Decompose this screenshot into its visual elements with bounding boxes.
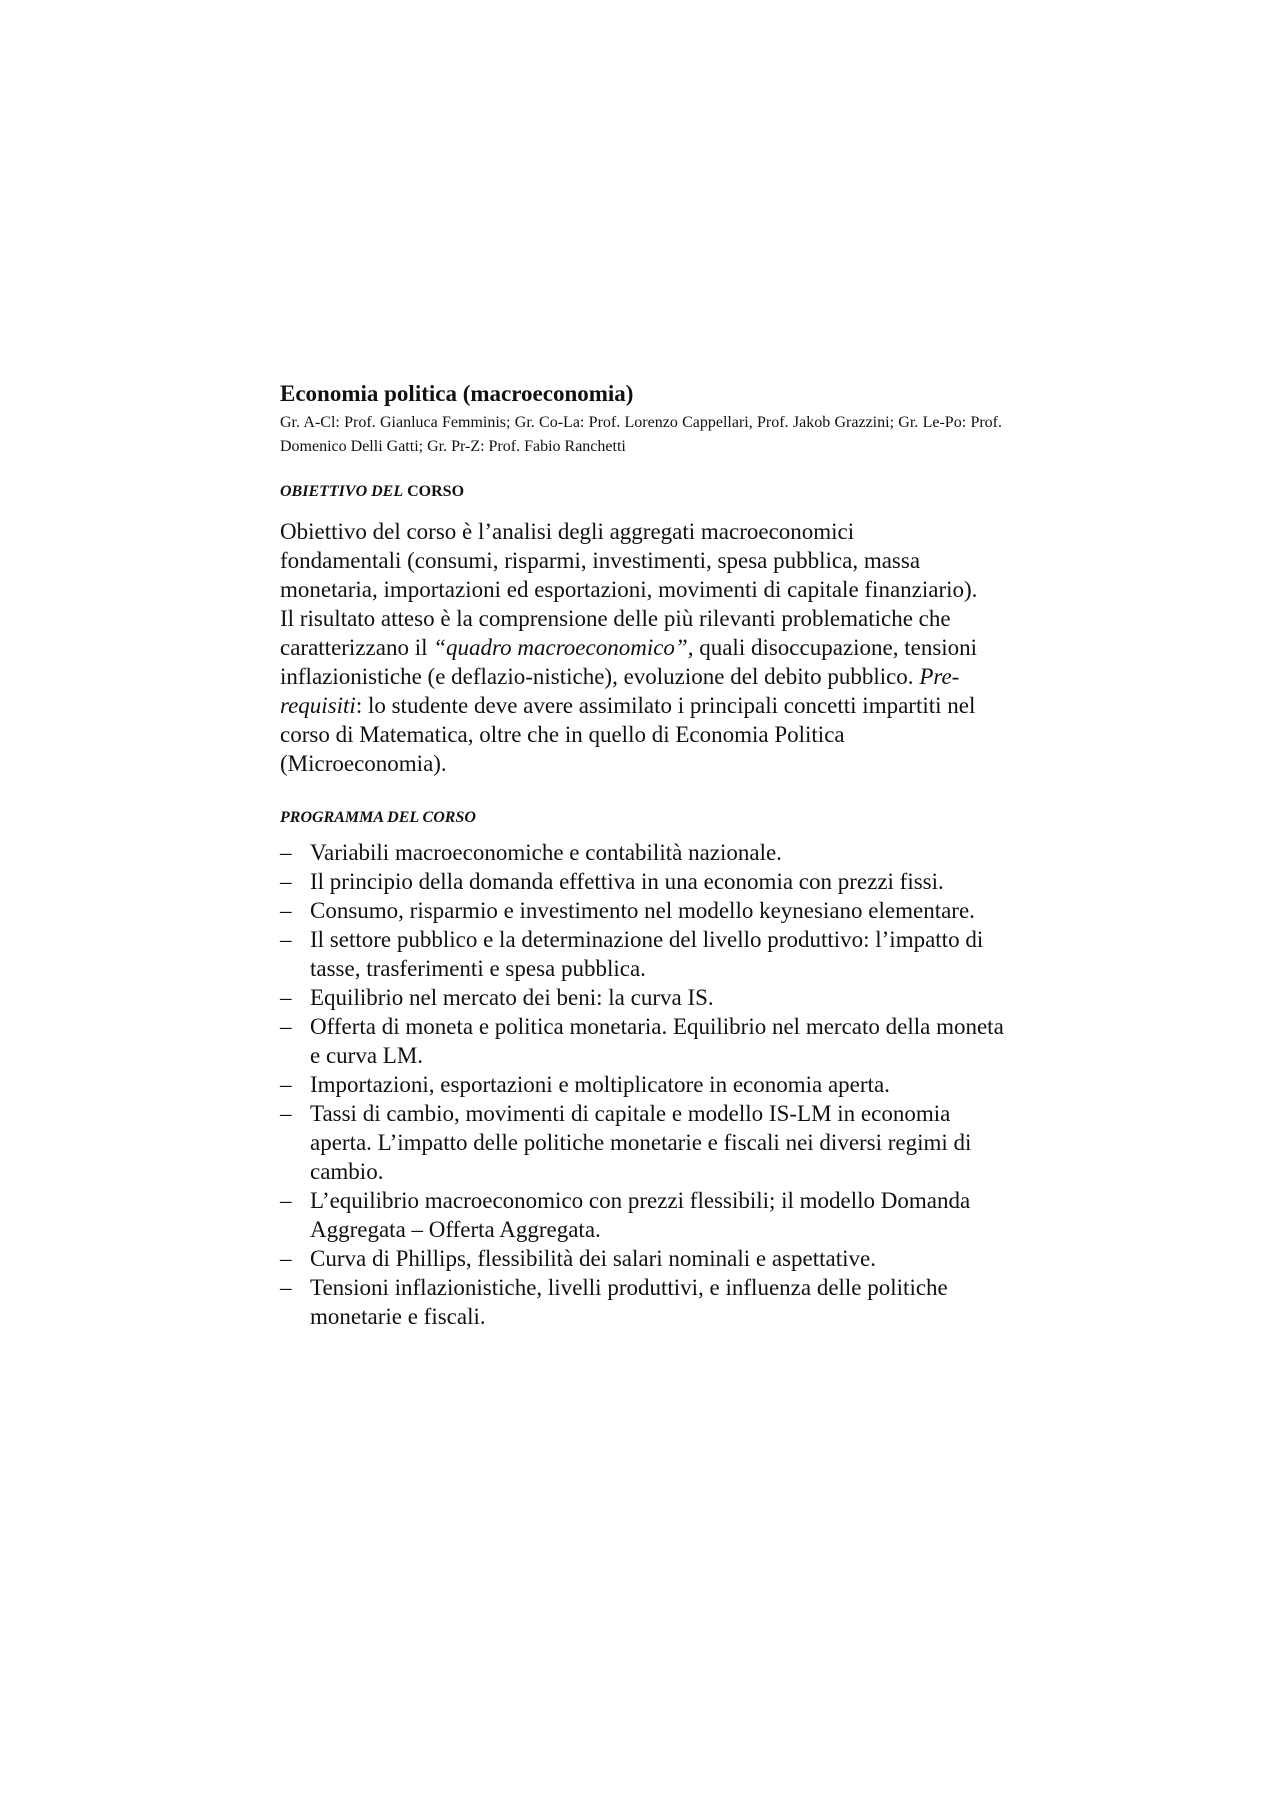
program-heading — [280, 806, 1002, 830]
list-item: – Curva di Phillips, flessibilità dei salari nominali e aspettative. — [280, 1244, 1010, 1273]
objective-text-part2: quali disoccupazione, tensioni inflazionistiche (e deflazio-nistiche), evoluzione del debito pubblico. — [280, 635, 978, 689]
program-list — [280, 838, 1010, 1331]
list-item: – Il principio della domanda effettiva in una economia con prezzi fissi. — [280, 867, 1010, 896]
objective-text-part3: : lo studente deve avere assimilato i principali concetti impartiti nel corso di Matematica, oltre che in quello di Economia Politica (Microeconomia). — [280, 693, 976, 776]
list-item: – Consumo, risparmio e investimento nel modello keynesiano elementare. — [280, 896, 1010, 925]
objective-text-italic1: “quadro macroeconomico”, — [433, 635, 694, 660]
list-item: – Il settore pubblico e la determinazione del livello produttivo: l’impatto di tasse, trasferimenti e spesa pubblica. — [280, 925, 1010, 983]
list-item: – Variabili macroeconomiche e contabilità nazionale. — [280, 838, 1010, 867]
list-item: – L’equilibrio macroeconomico con prezzi flessibili; il modello Domanda Aggregata – Offerta Aggregata. — [280, 1186, 1010, 1244]
list-item: – Offerta di moneta e politica monetaria. Equilibrio nel mercato della moneta e curva LM. — [280, 1012, 1010, 1070]
program-heading-text: PROGRAMMA DEL CORSO — [280, 809, 476, 826]
objective-heading-italic: OBIETTIVO DEL — [280, 483, 404, 500]
list-item: – Equilibrio nel mercato dei beni: la curva IS. — [280, 983, 1010, 1012]
objective-text-italic2: Pre-requisiti — [280, 664, 960, 718]
list-item: – Tensioni inflazionistiche, livelli produttivi, e influenza delle politiche monetarie e fiscali. — [280, 1273, 1010, 1331]
course-description — [280, 380, 1002, 1331]
objective-heading-regular: CORSO — [407, 483, 465, 500]
course-title: Economia politica (macroeconomia) — [280, 381, 634, 406]
course-authors: Gr. A-Cl: Prof. Gianluca Femminis; Gr. Co-La: Prof. Lorenzo Cappellari, Prof. Jakob Grazzini; Gr. Le-Po: Prof. Domenico Delli Gatti; Gr. Pr-Z: Prof. Fabio Ranchetti — [280, 414, 1002, 455]
objective-heading — [280, 480, 1002, 504]
objective-text-part1: Obiettivo del corso è l’analisi degli aggregati macroeconomici fondamentali (consumi, risparmi, investimenti, spesa pubblica, massa monetaria, importazioni ed esportazioni, movimenti di capitale finanziario). Il risultato atteso è la comprensione delle più rilevanti problematiche che caratterizzano il — [280, 519, 978, 660]
list-item: – Importazioni, esportazioni e moltiplicatore in economia aperta. — [280, 1070, 1010, 1099]
objective-text — [280, 517, 980, 778]
list-item: – Tassi di cambio, movimenti di capitale e modello IS-LM in economia aperta. L’impatto delle politiche monetarie e fiscali nei diversi regimi di cambio. — [280, 1099, 1010, 1186]
